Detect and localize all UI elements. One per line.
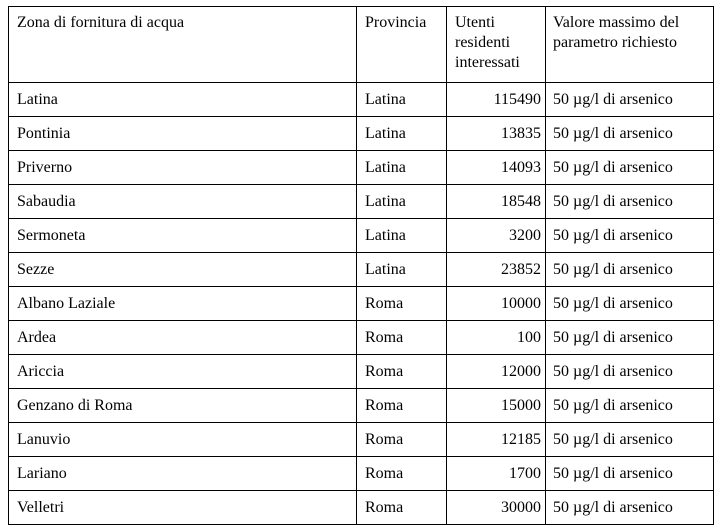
header-provincia: Provincia <box>357 7 447 83</box>
cell-zona: Ariccia <box>9 355 357 389</box>
cell-utenti: 12185 <box>447 423 546 457</box>
table-row <box>9 83 714 117</box>
cell-valore: 50 µg/l di arsenico <box>546 117 714 151</box>
table-row <box>9 287 714 321</box>
header-zona: Zona di fornitura di acqua <box>9 7 357 83</box>
cell-utenti: 3200 <box>447 219 546 253</box>
cell-utenti: 1700 <box>447 457 546 491</box>
header-valore: Valore massimo del parametro richiesto <box>546 7 714 83</box>
cell-utenti: 23852 <box>447 253 546 287</box>
cell-valore: 50 µg/l di arsenico <box>546 253 714 287</box>
table-header-row <box>9 7 714 83</box>
cell-valore: 50 µg/l di arsenico <box>546 355 714 389</box>
cell-provincia: Roma <box>357 355 447 389</box>
table-row <box>9 185 714 219</box>
cell-utenti: 18548 <box>447 185 546 219</box>
cell-provincia: Roma <box>357 423 447 457</box>
document-area <box>8 6 714 525</box>
cell-zona: Lanuvio <box>9 423 357 457</box>
table-row <box>9 321 714 355</box>
cell-provincia: Latina <box>357 253 447 287</box>
cell-zona: Sabaudia <box>9 185 357 219</box>
cell-zona: Sermoneta <box>9 219 357 253</box>
table-row <box>9 219 714 253</box>
cell-provincia: Roma <box>357 389 447 423</box>
cell-zona: Latina <box>9 83 357 117</box>
cell-utenti: 12000 <box>447 355 546 389</box>
cell-provincia: Roma <box>357 321 447 355</box>
cell-valore: 50 µg/l di arsenico <box>546 287 714 321</box>
cell-provincia: Latina <box>357 185 447 219</box>
cell-zona: Genzano di Roma <box>9 389 357 423</box>
water-supply-table <box>8 6 714 525</box>
cell-provincia: Roma <box>357 287 447 321</box>
cell-provincia: Latina <box>357 83 447 117</box>
table-row <box>9 253 714 287</box>
table-row <box>9 355 714 389</box>
cell-utenti: 100 <box>447 321 546 355</box>
cell-valore: 50 µg/l di arsenico <box>546 151 714 185</box>
cell-valore: 50 µg/l di arsenico <box>546 491 714 525</box>
cell-valore: 50 µg/l di arsenico <box>546 185 714 219</box>
cell-zona: Ardea <box>9 321 357 355</box>
cell-utenti: 10000 <box>447 287 546 321</box>
cell-valore: 50 µg/l di arsenico <box>546 389 714 423</box>
cell-zona: Albano Laziale <box>9 287 357 321</box>
cell-zona: Pontinia <box>9 117 357 151</box>
cell-valore: 50 µg/l di arsenico <box>546 219 714 253</box>
table-row <box>9 151 714 185</box>
cell-provincia: Roma <box>357 491 447 525</box>
table-row <box>9 423 714 457</box>
cell-provincia: Latina <box>357 219 447 253</box>
table-row <box>9 389 714 423</box>
cell-valore: 50 µg/l di arsenico <box>546 83 714 117</box>
table-row <box>9 457 714 491</box>
cell-zona: Velletri <box>9 491 357 525</box>
cell-utenti: 15000 <box>447 389 546 423</box>
cell-zona: Priverno <box>9 151 357 185</box>
cell-valore: 50 µg/l di arsenico <box>546 321 714 355</box>
cell-provincia: Latina <box>357 117 447 151</box>
cell-provincia: Latina <box>357 151 447 185</box>
cell-provincia: Roma <box>357 457 447 491</box>
cell-utenti: 30000 <box>447 491 546 525</box>
table-row <box>9 117 714 151</box>
cell-valore: 50 µg/l di arsenico <box>546 457 714 491</box>
cell-valore: 50 µg/l di arsenico <box>546 423 714 457</box>
cell-utenti: 13835 <box>447 117 546 151</box>
cell-utenti: 115490 <box>447 83 546 117</box>
cell-zona: Sezze <box>9 253 357 287</box>
header-utenti: Utenti residenti interessati <box>447 7 546 83</box>
cell-zona: Lariano <box>9 457 357 491</box>
table-row <box>9 491 714 525</box>
cell-utenti: 14093 <box>447 151 546 185</box>
